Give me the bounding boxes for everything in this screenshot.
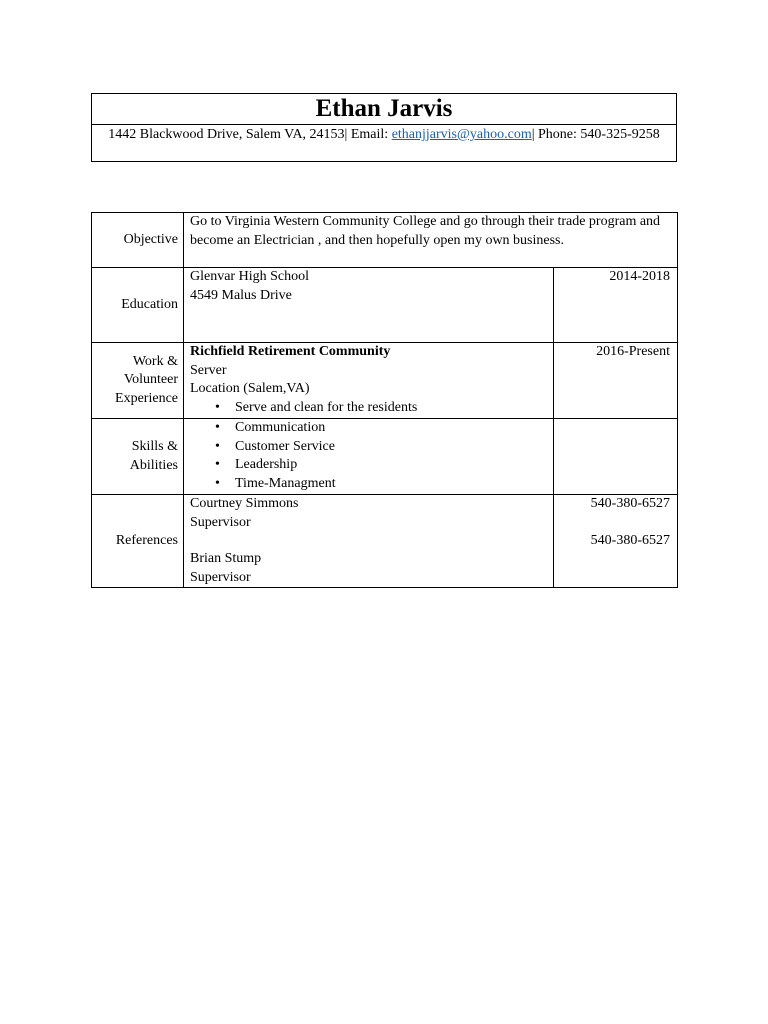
email-link[interactable]: ethanjjarvis@yahoo.com bbox=[391, 127, 532, 142]
skills-label-line: Abilities bbox=[129, 457, 178, 473]
list-item: • Customer Service bbox=[235, 438, 553, 457]
work-label-line: Volunteer bbox=[123, 372, 178, 388]
contact-phone: | Phone: 540-325-9258 bbox=[531, 127, 660, 142]
skills-row bbox=[92, 419, 678, 495]
skills-list bbox=[190, 419, 553, 493]
work-row bbox=[92, 343, 678, 419]
reference-title: Supervisor bbox=[190, 569, 251, 585]
skills-dates bbox=[554, 419, 678, 495]
education-row bbox=[92, 268, 678, 343]
reference-spacer bbox=[190, 532, 553, 550]
references-row bbox=[92, 495, 678, 588]
reference-phone: 540-380-6527 bbox=[590, 532, 670, 548]
reference-name: Courtney Simmons bbox=[190, 496, 299, 511]
objective-row bbox=[92, 213, 678, 268]
resume-table bbox=[91, 212, 678, 588]
school-name: Glenvar High School bbox=[190, 269, 309, 284]
objective-label: Objective bbox=[92, 213, 184, 268]
list-item: • Leadership bbox=[235, 456, 553, 475]
skills-label bbox=[92, 419, 184, 495]
reference-spacer bbox=[554, 514, 670, 532]
duty-list bbox=[190, 399, 553, 418]
work-label-line: Experience bbox=[115, 390, 178, 406]
candidate-name: Ethan Jarvis bbox=[92, 94, 676, 125]
contact-line bbox=[92, 125, 676, 161]
job-location: Location (Salem,VA) bbox=[190, 381, 310, 396]
work-label-line: Work & bbox=[132, 353, 178, 369]
reference-phone: 540-380-6527 bbox=[590, 496, 670, 511]
reference-name: Brian Stump bbox=[190, 551, 262, 566]
education-dates: 2014-2018 bbox=[554, 268, 678, 343]
work-dates: 2016-Present bbox=[554, 343, 678, 419]
list-item: • Time-Managment bbox=[235, 475, 553, 494]
job-role: Server bbox=[190, 362, 227, 378]
contact-address: 1442 Blackwood Drive, Salem VA, 24153| Email: bbox=[108, 127, 392, 142]
work-label bbox=[92, 343, 184, 419]
work-details bbox=[184, 343, 554, 419]
references-details bbox=[184, 495, 554, 588]
school-address: 4549 Malus Drive bbox=[190, 287, 292, 303]
list-item: • Serve and clean for the residents bbox=[235, 399, 553, 418]
list-item: • Communication bbox=[235, 419, 553, 438]
references-label: References bbox=[92, 495, 184, 588]
reference-title: Supervisor bbox=[190, 514, 251, 530]
skills-details bbox=[184, 419, 554, 495]
education-details bbox=[184, 268, 554, 343]
objective-text: Go to Virginia Western Community College and go through their trade program and become an Electrician , and then hopefully open my own business. bbox=[184, 213, 678, 268]
reference-phones bbox=[554, 495, 678, 588]
resume-header bbox=[91, 93, 677, 162]
employer-name: Richfield Retirement Community bbox=[190, 344, 391, 359]
education-label: Education bbox=[92, 268, 184, 343]
skills-label-line: Skills & bbox=[131, 439, 178, 454]
